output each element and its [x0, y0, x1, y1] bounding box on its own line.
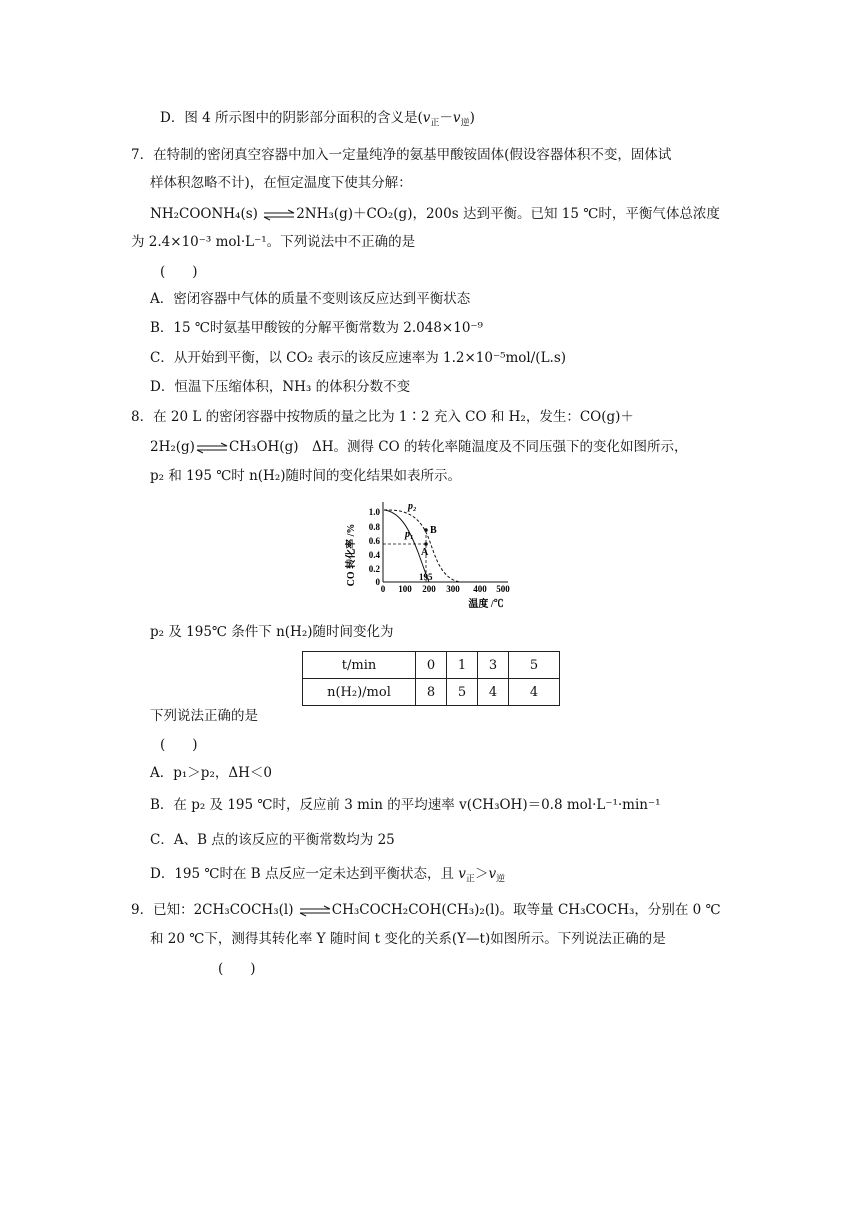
sub-reverse: 逆	[460, 118, 470, 129]
x-tick-label: 200	[422, 584, 436, 594]
y-tick-label: 0.8	[368, 522, 380, 532]
x-tick-label: 0	[380, 584, 386, 594]
q8-table-caption: p₂ 及 195℃ 条件下 n(H₂)随时间变化为	[150, 624, 394, 640]
q8-answer-paren: ( )	[160, 737, 198, 753]
v-symbol: v	[452, 110, 461, 126]
q8-ask: 下列说法正确的是	[150, 708, 258, 724]
q7-option-d: D．恒温下压缩体积，NH₃ 的体积分数不变	[150, 379, 411, 395]
q7-option-a: A．密闭容器中气体的质量不变则该反应达到平衡状态	[150, 291, 471, 307]
y-axis-label: CO 转化率 /%	[346, 523, 357, 587]
sub-forward: 正	[465, 874, 475, 885]
label-b: B	[430, 525, 437, 536]
q7-option-c: C．从开始到平衡，以 CO₂ 表示的该反应速率为 1.2×10⁻⁵mol/(L.s)	[150, 350, 567, 366]
q9-eq-right: CH₃COCH₂COH(CH₃)₂(l)。取等量 CH₃COCH₃，分别在 0 ℃	[331, 902, 721, 918]
label-p2: p₂	[408, 501, 417, 512]
table-cell: 1	[447, 652, 478, 679]
q9-eq-left: 9．已知：2CH₃COCH₃(l)	[131, 902, 294, 918]
label-195: 195	[419, 572, 433, 582]
table-cell: 0	[416, 652, 447, 679]
q6-d-text: D．图 4 所示图中的阴影部分面积的含义是(	[160, 110, 423, 126]
y-tick-label: 0.2	[368, 564, 380, 574]
point-a	[424, 542, 428, 546]
q7-eq-left: NH₂COONH₄(s)	[150, 206, 258, 222]
x-tick-label: 100	[398, 584, 412, 594]
table-cell: 4	[478, 679, 509, 706]
q7-stem-line4: 为 2.4×10⁻³ mol·L⁻¹。下列说法中不正确的是	[131, 234, 416, 250]
table-cell: 4	[509, 679, 560, 706]
q8-stem-line3: p₂ 和 195 ℃时 n(H₂)随时间的变化结果如表所示。	[150, 468, 462, 484]
table-cell: 3	[478, 652, 509, 679]
equilibrium-arrow-icon	[195, 443, 229, 453]
table-cell: 5	[509, 652, 560, 679]
q8-option-b: B．在 p₂ 及 195 ℃时，反应前 3 min 的平均速率 v(CH₃OH)＝0.8 mol·L⁻¹·min⁻¹	[150, 797, 661, 813]
table-row	[303, 652, 560, 679]
table-cell: 8	[416, 679, 447, 706]
v-symbol: v	[458, 866, 466, 882]
q7-equation	[150, 204, 720, 224]
x-tick-label: 300	[446, 584, 460, 594]
q8-equation	[150, 437, 687, 457]
q7-option-b: B．15 ℃时氨基甲酸铵的分解平衡常数为 2.048×10⁻⁹	[150, 320, 483, 336]
q8-option-d	[150, 864, 505, 884]
table-cell: n(H₂)/mol	[303, 679, 416, 706]
x-axis-label: 温度 /℃	[468, 599, 504, 610]
y-tick-label: 0	[375, 577, 380, 587]
table-cell: 5	[447, 679, 478, 706]
q6-option-d	[160, 108, 475, 128]
q9-answer-paren: ( )	[218, 961, 256, 977]
q8-eq-right: CH₃OH(g) ΔH。测得 CO 的转化率随温度及不同压强下的变化如图所示，	[228, 439, 688, 455]
q7-answer-paren: ( )	[160, 264, 198, 280]
h2-time-table	[302, 651, 560, 706]
co-conversion-graph	[348, 497, 518, 612]
q8-option-a: A．p₁＞p₂，ΔH＜0	[150, 765, 272, 781]
q7-eq-right: 2NH₃(g)＋CO₂(g)，200s 达到平衡。已知 15 ℃时，平衡气体总浓度	[296, 206, 720, 222]
q8-d-text: D．195 ℃时在 B 点反应一定未达到平衡状态，且	[150, 866, 459, 882]
x-tick-label: 400	[473, 584, 487, 594]
q7-stem-line2: 样体积忽略不计)，在恒定温度下使其分解：	[150, 175, 412, 191]
x-tick-label: 500	[496, 584, 510, 594]
q8-option-c: C．A、B 点的该反应的平衡常数均为 25	[150, 832, 395, 848]
close-paren: )	[469, 110, 475, 126]
label-p1: p₁	[405, 529, 414, 540]
gt-sign: ＞	[474, 866, 489, 882]
minus-sign: －	[439, 110, 453, 126]
sub-reverse: 逆	[496, 874, 506, 885]
y-tick-label: 1.0	[368, 507, 380, 517]
table-row	[303, 679, 560, 706]
y-tick-label: 0.6	[368, 536, 380, 546]
table-cell: t/min	[303, 652, 416, 679]
sub-forward: 正	[430, 118, 440, 129]
y-tick-label: 0.4	[368, 550, 380, 560]
q7-stem-line1: 7．在特制的密闭真空容器中加入一定量纯净的氨基甲酸铵固体(假设容器体积不变，固体试	[131, 147, 672, 163]
q9-stem-line1	[131, 900, 721, 920]
v-symbol: v	[422, 110, 431, 126]
label-a: A	[421, 547, 429, 558]
q8-stem-line1: 8．在 20 L 的密闭容器中按物质的量之比为 1∶2 充入 CO 和 H₂，发生：CO(g)＋	[131, 409, 634, 425]
equilibrium-arrow-icon	[262, 210, 296, 220]
q9-stem-line2: 和 20 ℃下，测得其转化率 Y 随时间 t 变化的关系(Y—t)如图所示。下列说法正确的是	[150, 931, 666, 947]
point-b	[424, 528, 428, 532]
v-symbol: v	[488, 866, 497, 882]
q8-eq-left: 2H₂(g)	[150, 439, 195, 455]
equilibrium-arrow-icon	[298, 906, 332, 916]
